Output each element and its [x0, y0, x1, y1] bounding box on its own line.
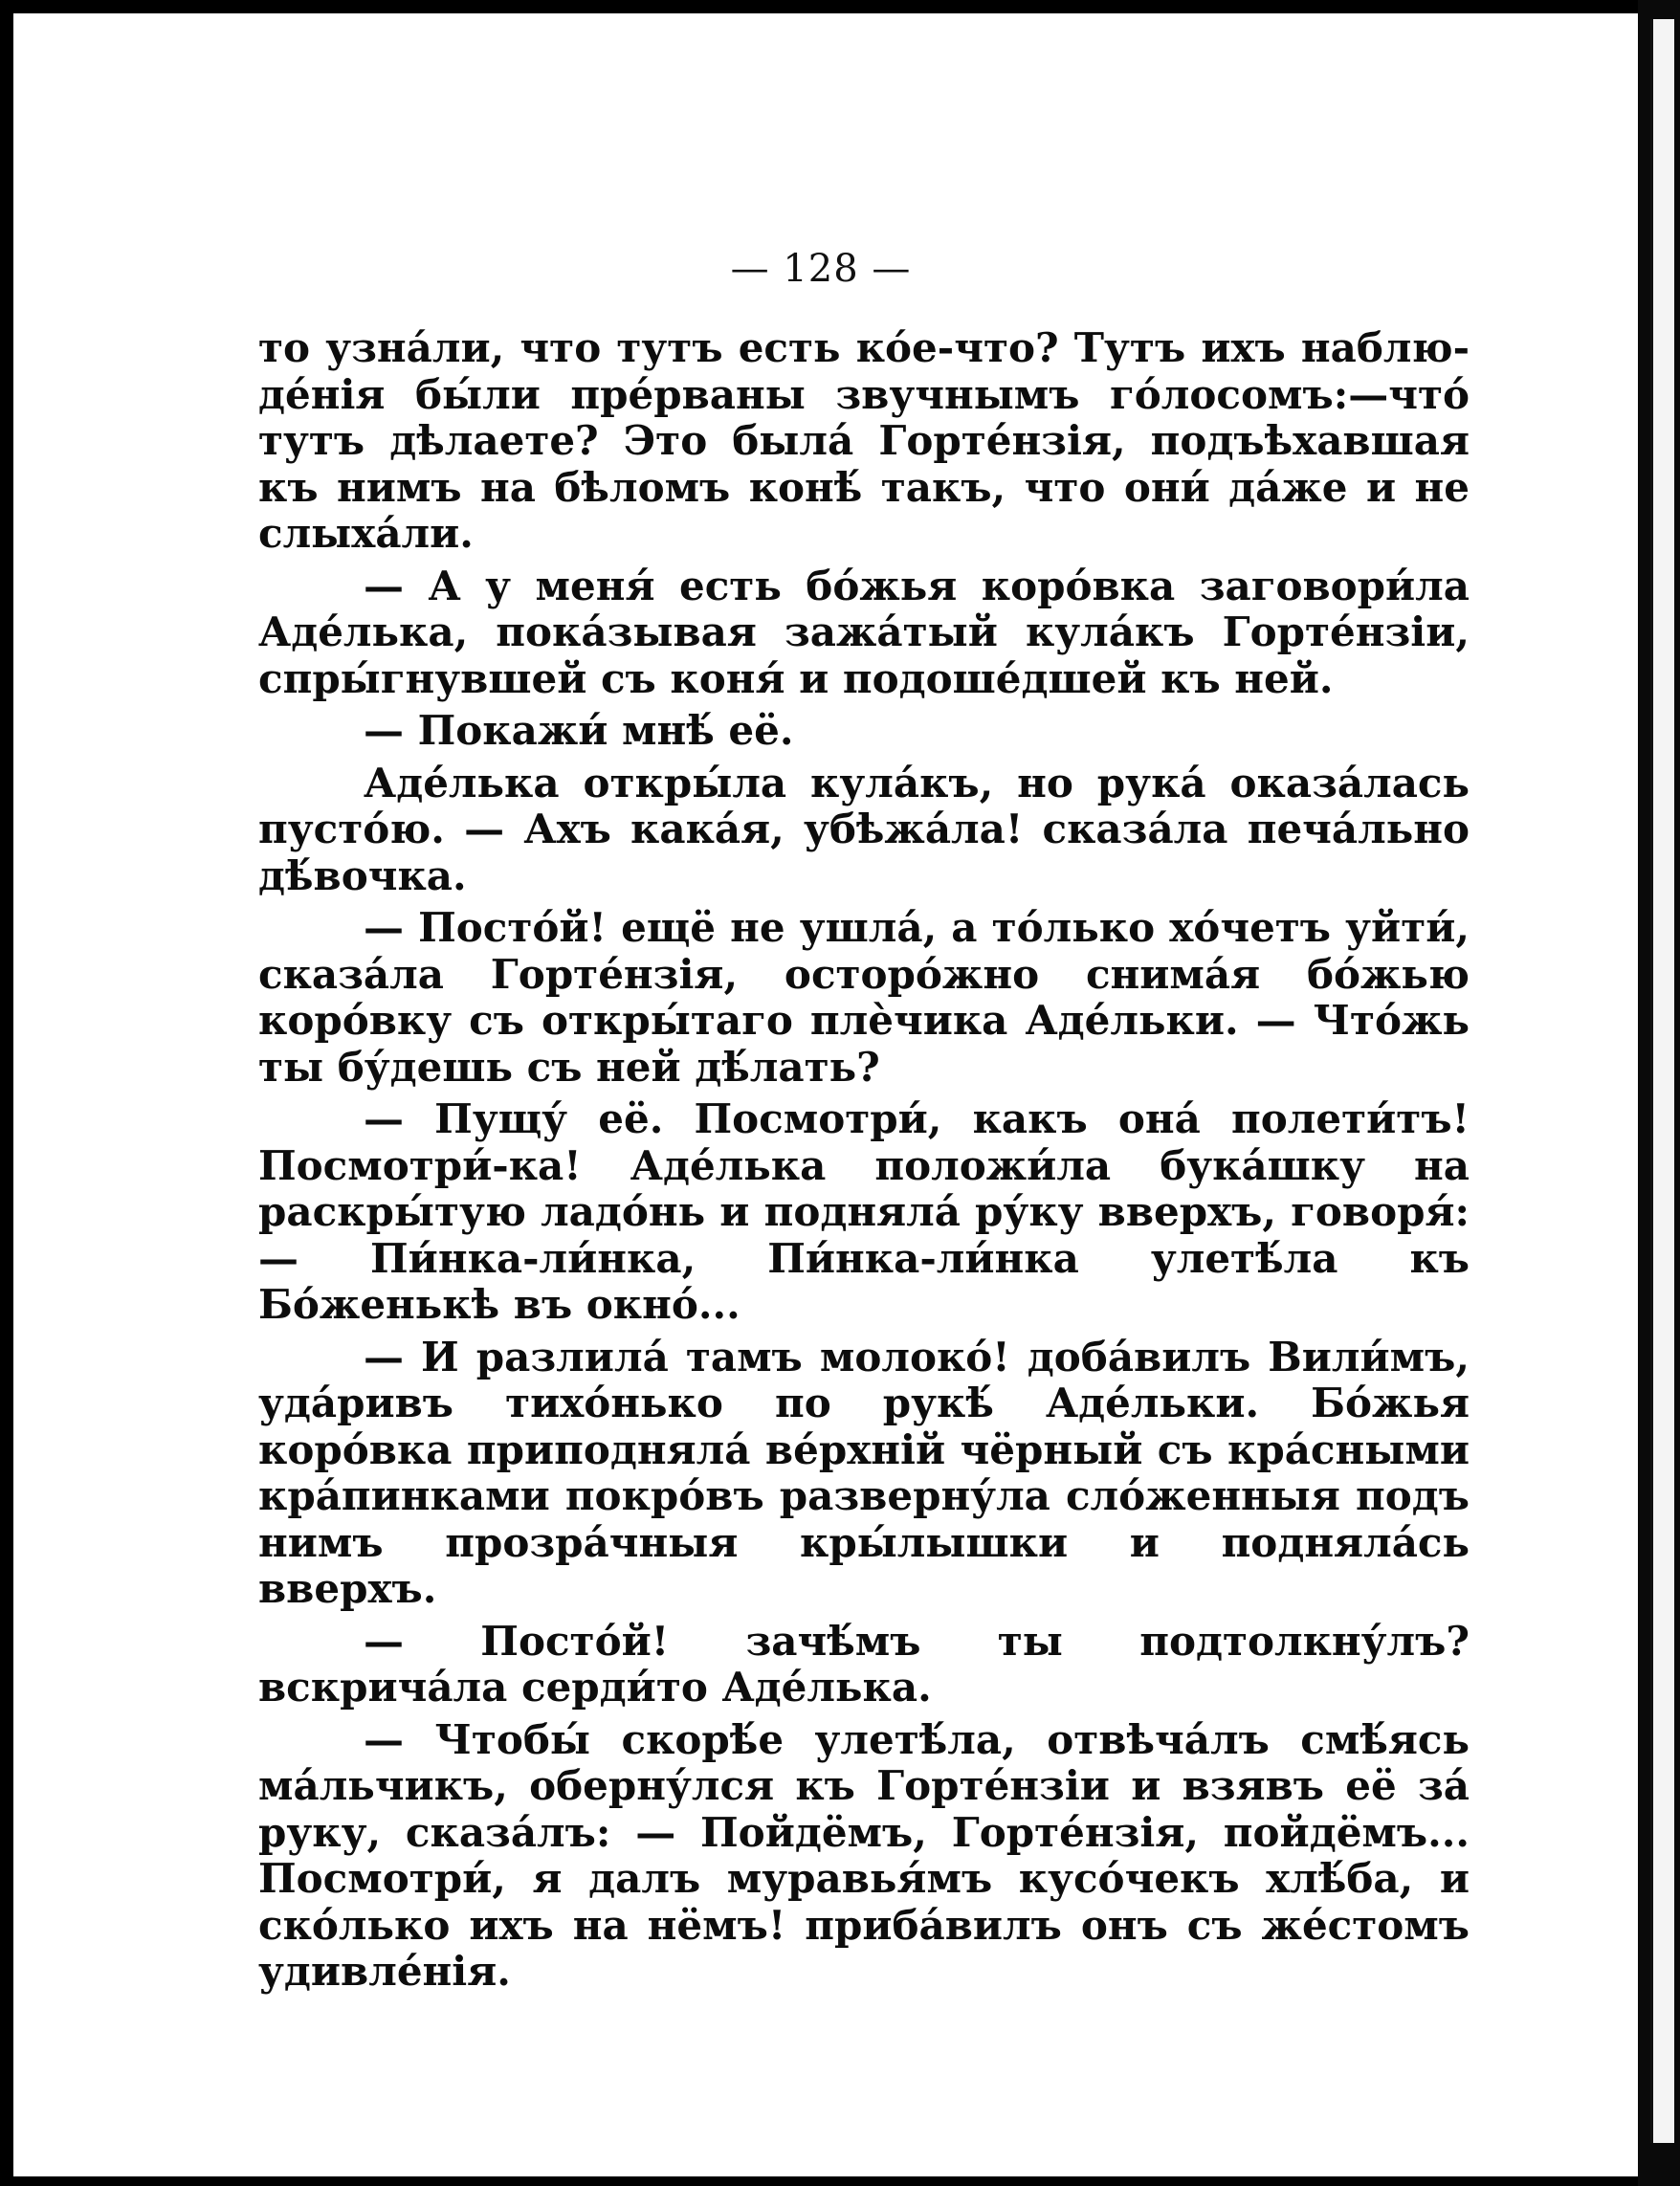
paragraph: то узна́ли, что тутъ есть ко́е-что? Тутъ ихъ наблю-де́нія бы́ли пре́рваны звучнымъ го́лосомъ:—что́ тутъ дѣлаете? Это была́ Горте́нзія, подъѣхавшая къ нимъ на бѣломъ конѣ́ такъ, что они́ да́же и не слыха́ли.	[258, 324, 1470, 557]
body-text	[258, 325, 1470, 2001]
paragraph: — Посто́й! ещё не ушла́, а то́лько хо́четъ уйти́, сказа́ла Горте́нзія, осторо́жно снима́я бо́жью коро́вку съ откры́таго плѐчика Аде́льки. — Что́жь ты бу́дешь съ ней дѣ́лать?	[258, 904, 1470, 1091]
page-number: — 128 —	[730, 247, 912, 291]
paragraph: — Покажи́ мнѣ́ её.	[364, 707, 794, 754]
scan-border-left	[0, 0, 13, 2186]
paragraph: — А у меня́ есть бо́жья коро́вка заговори́ла Аде́лька, пока́зывая зажа́тый кула́къ Горте́нзіи, спры́гнувшей съ коня́ и подоше́дшей къ ней.	[258, 562, 1470, 702]
adjacent-page-edge	[1650, 19, 1674, 2143]
scan-border-bottom	[0, 2176, 1646, 2186]
paragraph: — Пущу́ её. Посмотри́, какъ она́ полети́тъ! Посмотри́-ка! Аде́лька положи́ла бука́шку на раскры́тую ладо́нь и подняла́ ру́ку вверхъ, говоря́: — Пи́нка-ли́нка, Пи́нка-ли́нка улетѣ́ла къ Бо́женькѣ въ окно́...	[258, 1095, 1470, 1328]
paragraph: — Посто́й! зачѣ́мъ ты подтолкну́лъ? вскрича́ла серди́то Аде́лька.	[258, 1617, 1470, 1711]
paragraph: — И разлила́ тамъ молоко́! доба́вилъ Вили́мъ, уда́ривъ тихо́нько по рукѣ́ Аде́льки. Бо́жья коро́вка приподняла́ ве́рхній чёрный съ кра́сными кра́пинками покро́въ разверну́ла сло́женныя подъ нимъ прозра́чныя кры́лышки и поднялáсь вверхъ.	[258, 1333, 1470, 1612]
scan-binding-edge	[1638, 0, 1680, 2186]
paragraph: — Чтобы́ скорѣ́е улетѣ́ла, отвѣча́лъ смѣ́ясь ма́льчикъ, оберну́лся къ Горте́нзіи и взявъ её за́ руку, сказа́лъ: — Пойдёмъ, Горте́нзія, пойдёмъ... Посмотри́, я далъ муравья́мъ кусо́чекъ хлѣ́ба, и ско́лько ихъ на нёмъ! приба́вилъ онъ съ же́стомъ удивле́нія.	[258, 1715, 1470, 1995]
scan-border-top	[0, 0, 1680, 13]
paragraph: Аде́лька откры́ла кула́къ, но рука́ оказа́лась пусто́ю. — Ахъ кака́я, убѣжа́ла! сказа́ла печа́льно дѣ́вочка.	[258, 759, 1470, 899]
